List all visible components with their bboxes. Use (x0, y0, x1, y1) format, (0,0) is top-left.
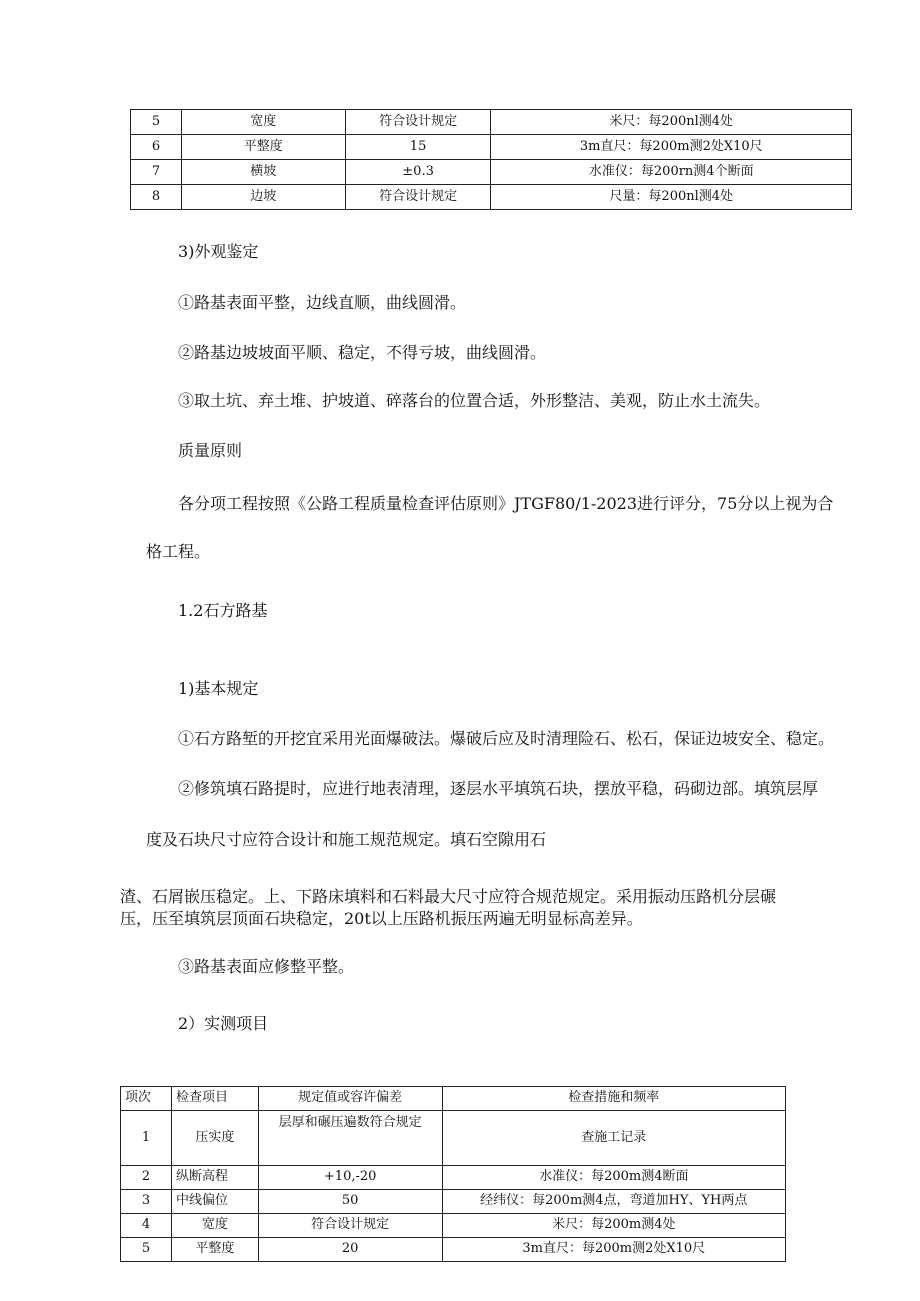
table-row (121, 1111, 786, 1166)
table-cell: 符合设计规定 (345, 185, 491, 210)
paragraph-appearance-3: ③取土坑、弃土堆、护坡道、碎落台的位置合适，外形整洁、美观，防止水土流失。 (178, 391, 771, 410)
paragraph-appearance-heading: 3)外观鉴定 (178, 242, 259, 261)
table-cell: 米尺：每200nl测4处 (491, 110, 852, 135)
table-cell: 查施工记录 (442, 1111, 785, 1166)
table-cell: 宽度 (171, 1214, 258, 1238)
paragraph-appearance-2: ②路基边坡坡面平顺、稳定，不得亏坡，曲线圆滑。 (178, 343, 547, 362)
table-row (131, 185, 852, 210)
table-cell: +10,-20 (258, 1166, 442, 1190)
table-header-cell: 规定值或容许偏差 (258, 1087, 442, 1111)
table-cell: 20 (258, 1238, 442, 1262)
table-row (131, 135, 852, 160)
table-header-row (121, 1087, 786, 1111)
table-row (121, 1166, 786, 1190)
table-cell: 水准仪：每200rn测4个断面 (491, 160, 852, 185)
table-row (131, 110, 852, 135)
quality-table-2 (120, 1086, 786, 1262)
table-cell: 3 (121, 1190, 172, 1214)
table-row (131, 160, 852, 185)
table-header-cell: 检查措施和频率 (442, 1087, 785, 1111)
table-cell: 5 (121, 1238, 172, 1262)
table-cell: 水准仪：每200m测4断面 (442, 1166, 785, 1190)
paragraph-basic-rule-2-cont2: 渣、石屑嵌压稳定。上、下路床填料和石料最大尺寸应符合规范规定。采用振动压路机分层碾 (120, 887, 777, 906)
table-cell: 符合设计规定 (258, 1214, 442, 1238)
table-cell: 50 (258, 1190, 442, 1214)
paragraph-quality-body: 各分项工程按照《公路工程质量检查评估原则》JTGF80/1-2023进行评分，75分以上视为合 (178, 494, 834, 513)
table-cell: 边坡 (181, 185, 345, 210)
paragraph-basic-rule-2-cont3: 压，压至填筑层顶面石块稳定，20t以上压路机振压两遍无明显标高差异。 (120, 909, 643, 928)
table-row (121, 1238, 786, 1262)
table-cell: 3m直尺：每200m测2处X10尺 (442, 1238, 785, 1262)
table-cell: 7 (131, 160, 182, 185)
table-cell: 尺量：每200nl测4处 (491, 185, 852, 210)
table-cell: 宽度 (181, 110, 345, 135)
table-cell: 6 (131, 135, 182, 160)
table-cell: 经纬仪：每200m测4点，弯道加HY、YH两点 (442, 1190, 785, 1214)
table-cell: 5 (131, 110, 182, 135)
table-cell: 米尺：每200m测4处 (442, 1214, 785, 1238)
paragraph-basic-rule-2: ②修筑填石路提时，应进行地表清理，逐层水平填筑石块，摆放平稳，码砌边部。填筑层厚 (178, 779, 819, 798)
paragraph-basic-rule-2-cont: 度及石块尺寸应符合设计和施工规范规定。填石空隙用石 (146, 830, 547, 849)
paragraph-quality-body-cont: 格工程。 (146, 542, 211, 561)
table-header-cell: 检查项目 (171, 1087, 258, 1111)
quality-table-1 (130, 109, 852, 210)
table-cell: 8 (131, 185, 182, 210)
table-cell: 3m直尺：每200m测2处X10尺 (491, 135, 852, 160)
table-cell: 2 (121, 1166, 172, 1190)
paragraph-basic-rules-heading: 1)基本规定 (178, 679, 259, 698)
paragraph-basic-rule-3: ③路基表面应修整平整。 (178, 957, 355, 976)
table-cell: 1 (121, 1111, 172, 1166)
table-cell: 层厚和碾压遍数符合规定 (258, 1111, 442, 1166)
table-cell: 中线偏位 (171, 1190, 258, 1214)
table-cell: 平整度 (181, 135, 345, 160)
paragraph-quality-heading: 质量原则 (178, 441, 243, 460)
paragraph-appearance-1: ①路基表面平整，边线直顺，曲线圆滑。 (178, 293, 467, 312)
table-cell: 平整度 (171, 1238, 258, 1262)
table-cell: 符合设计规定 (345, 110, 491, 135)
table-header-cell: 项次 (121, 1087, 172, 1111)
table-cell: ±0.3 (345, 160, 491, 185)
table-cell: 4 (121, 1214, 172, 1238)
table-cell: 15 (345, 135, 491, 160)
table-row (121, 1214, 786, 1238)
table-cell: 压实度 (171, 1111, 258, 1166)
section-heading-rock-subgrade: 1.2石方路基 (178, 601, 268, 620)
table-cell: 纵断高程 (171, 1166, 258, 1190)
paragraph-measured-items-heading: 2）实测项目 (178, 1014, 269, 1033)
table-row (121, 1190, 786, 1214)
table-cell: 横坡 (181, 160, 345, 185)
paragraph-basic-rule-1: ①石方路堑的开挖宜采用光面爆破法。爆破后应及时清理险石、松石，保证边坡安全、稳定。 (178, 729, 835, 748)
